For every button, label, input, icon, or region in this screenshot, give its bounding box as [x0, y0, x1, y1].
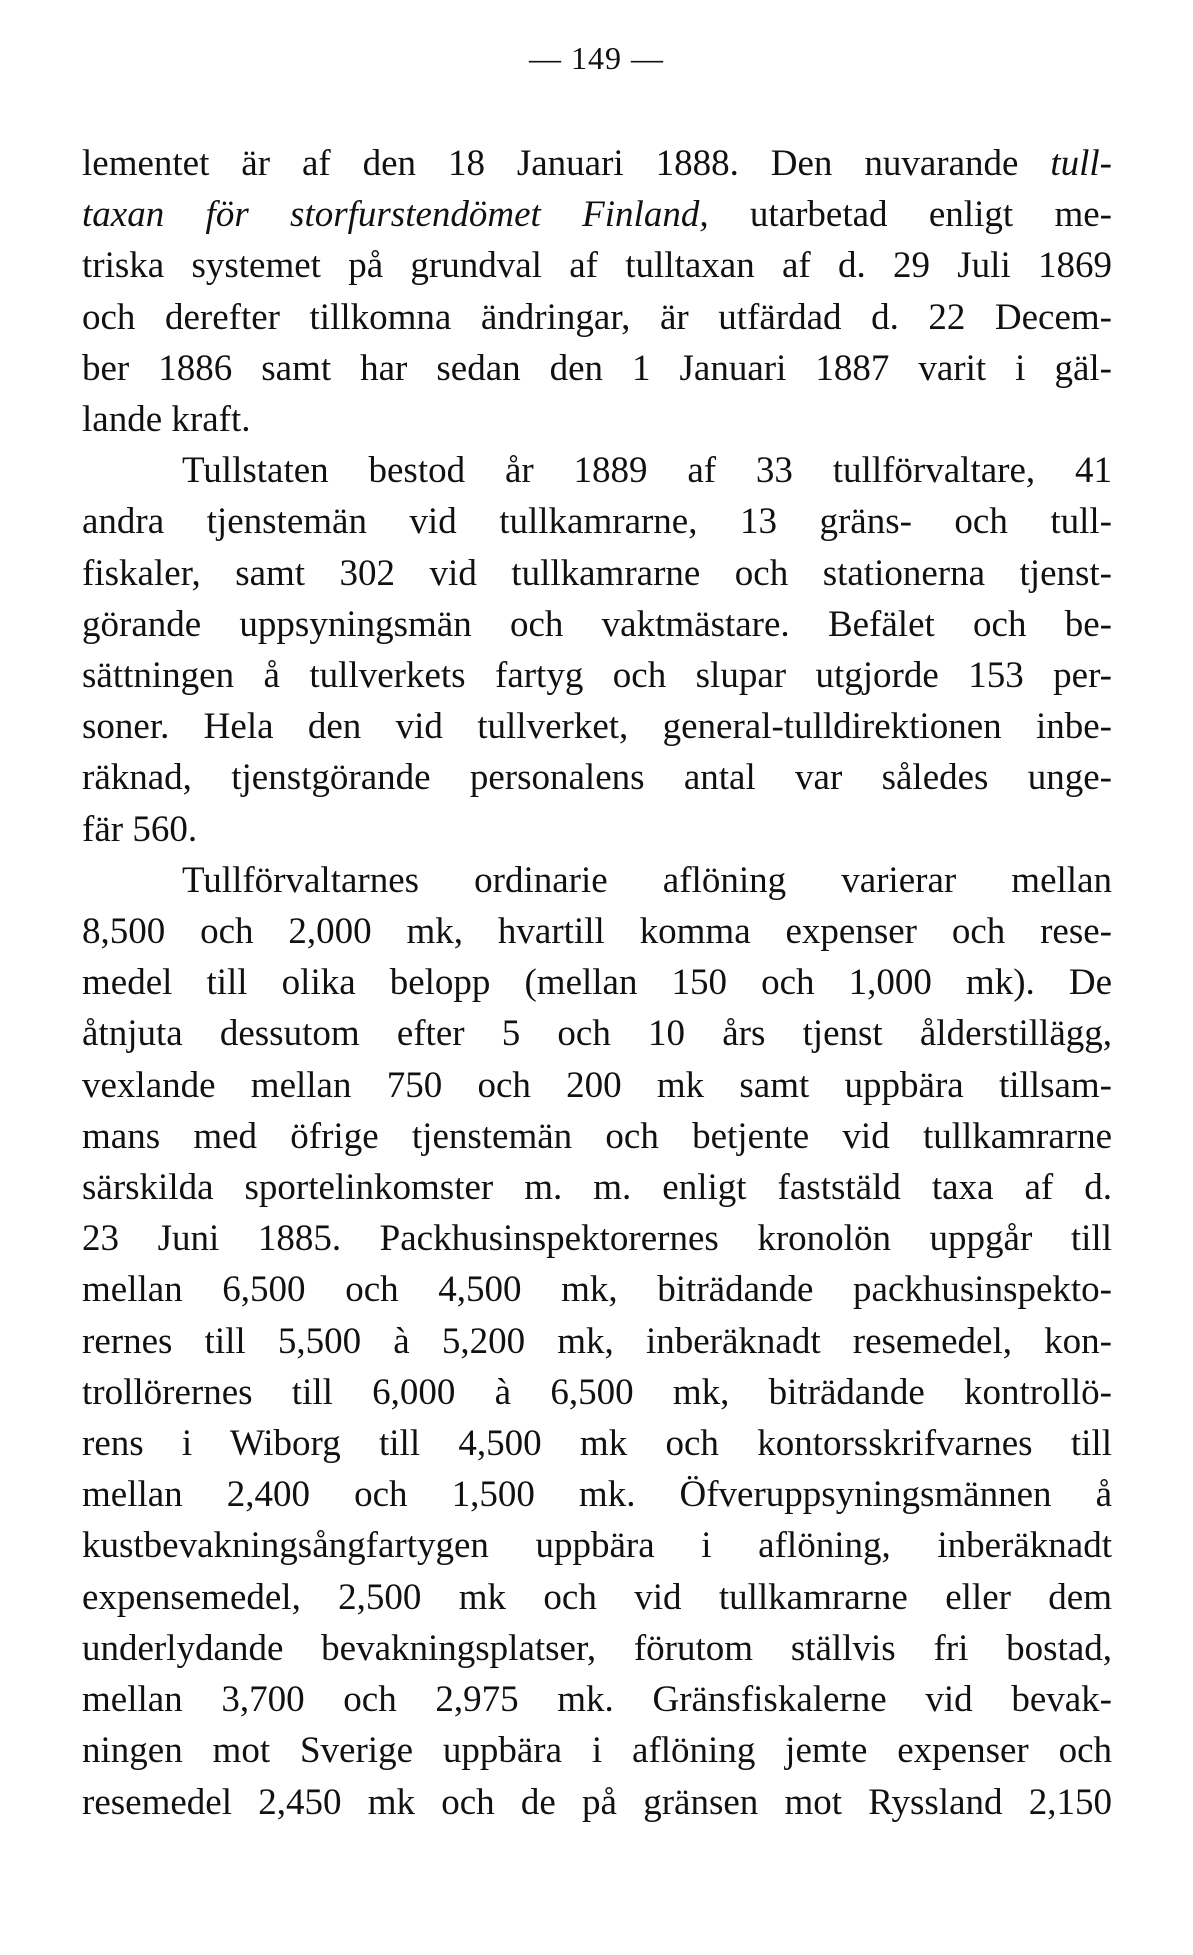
text-line: [82, 240, 1112, 291]
text-line: [82, 1316, 1112, 1367]
text-run: mellan 2,400 och 1,500 mk. Öfveruppsyningsmännen å: [82, 1474, 1112, 1516]
text-line: [82, 1060, 1112, 1111]
text-run: 23 Juni 1885. Packhusinspektorernes kronolön uppgår till: [82, 1218, 1112, 1260]
text-run: mans med öfrige tjenstemän och betjente vid tullkamrarne: [82, 1115, 1112, 1157]
text-line: [82, 548, 1112, 599]
text-run: åtnjuta dessutom efter 5 och 10 års tjenst ålderstillägg,: [82, 1013, 1112, 1055]
text-line: [82, 1674, 1112, 1725]
text-run: mellan 3,700 och 2,975 mk. Gränsfiskalerne vid bevak-: [82, 1679, 1112, 1721]
text-run: ningen mot Sverige uppbära i aflöning jemte expenser och: [82, 1730, 1112, 1772]
text-run: ber 1886 samt har sedan den 1 Januari 1887 varit i gäl-: [82, 347, 1112, 389]
text-run: sättningen å tullverkets fartyg och slupar utgjorde 153 per-: [82, 655, 1112, 697]
text-line: [82, 804, 1112, 855]
text-line: [82, 752, 1112, 803]
text-run: underlydande bevakningsplatser, förutom ställvis fri bostad,: [82, 1627, 1112, 1669]
text-run: fiskaler, samt 302 vid tullkamrarne och stationerna tjenst-: [82, 552, 1112, 594]
text-run: rernes till 5,500 à 5,200 mk, inberäknadt resemedel, kon-: [82, 1320, 1112, 1362]
text-line: [82, 1264, 1112, 1315]
page-number: — 149 —: [529, 40, 664, 76]
text-run: andra tjenstemän vid tullkamrarne, 13 gräns- och tull-: [82, 501, 1112, 543]
body-text: [82, 138, 1112, 1828]
text-line: [82, 650, 1112, 701]
text-run: särskilda sportelinkomster m. m. enligt faststäld taxa af d.: [82, 1167, 1112, 1209]
text-run: kustbevakningsångfartygen uppbära i aflöning, inberäknadt: [82, 1525, 1112, 1567]
text-run: Tullförvaltarnes ordinarie aflöning varierar mellan: [182, 859, 1112, 901]
text-run: 8,500 och 2,000 mk, hvartill komma expenser och rese-: [82, 911, 1112, 953]
text-line: [82, 189, 1112, 240]
text-line: [82, 1572, 1112, 1623]
text-run: görande uppsyningsmän och vaktmästare. Befälet och be-: [82, 603, 1112, 645]
text-line: [82, 343, 1112, 394]
text-line: [82, 1777, 1112, 1828]
text-run: vexlande mellan 750 och 200 mk samt uppbära tillsam-: [82, 1064, 1112, 1106]
text-line: [82, 1520, 1112, 1571]
text-run: räknad, tjenstgörande personalens antal var således unge-: [82, 757, 1112, 799]
text-run: och derefter tillkomna ändringar, är utfärdad d. 22 Decem-: [82, 296, 1112, 338]
text-run: trollörernes till 6,000 à 6,500 mk, biträdande kontrollö-: [82, 1371, 1112, 1413]
text-line: [82, 906, 1112, 957]
text-run: medel till olika belopp (mellan 150 och 1,000 mk). De: [82, 962, 1112, 1004]
text-line: [82, 445, 1112, 496]
text-run: fär 560.: [82, 808, 198, 850]
text-run: lementet är af den 18 Januari 1888. Den nuvarande: [82, 143, 1051, 184]
text-line: [82, 599, 1112, 650]
text-line: [82, 138, 1112, 189]
text-line: [82, 1725, 1112, 1776]
text-line: [82, 1008, 1112, 1059]
text-run: lande kraft.: [82, 399, 251, 441]
text-run: Tullstaten bestod år 1889 af 33 tullförvaltare, 41: [182, 450, 1112, 492]
italic-text: tull-: [1050, 143, 1112, 184]
text-line: [82, 1213, 1112, 1264]
text-line: [82, 957, 1112, 1008]
text-line: [82, 1162, 1112, 1213]
text-line: [82, 1367, 1112, 1418]
text-line: [82, 394, 1112, 445]
text-run: mellan 6,500 och 4,500 mk, biträdande packhusinspekto-: [82, 1269, 1112, 1311]
text-run: expensemedel, 2,500 mk och vid tullkamrarne eller dem: [82, 1576, 1112, 1618]
text-line: [82, 855, 1112, 906]
text-run: triska systemet på grundval af tulltaxan af d. 29 Juli 1869: [82, 245, 1112, 287]
text-line: [82, 1111, 1112, 1162]
text-line: [82, 1418, 1112, 1469]
text-run: utarbetad enligt me-: [708, 194, 1113, 236]
text-line: [82, 701, 1112, 752]
text-run: soner. Hela den vid tullverket, general-tulldirektionen inbe-: [82, 706, 1112, 748]
text-line: [82, 1623, 1112, 1674]
text-line: [82, 496, 1112, 547]
italic-text: taxan för storfurstendömet Finland,: [82, 194, 709, 236]
text-run: rens i Wiborg till 4,500 mk och kontorsskrifvarnes till: [82, 1423, 1112, 1465]
text-run: resemedel 2,450 mk och de på gränsen mot Ryssland 2,150: [82, 1781, 1112, 1823]
text-line: [82, 292, 1112, 343]
text-line: [82, 1469, 1112, 1520]
